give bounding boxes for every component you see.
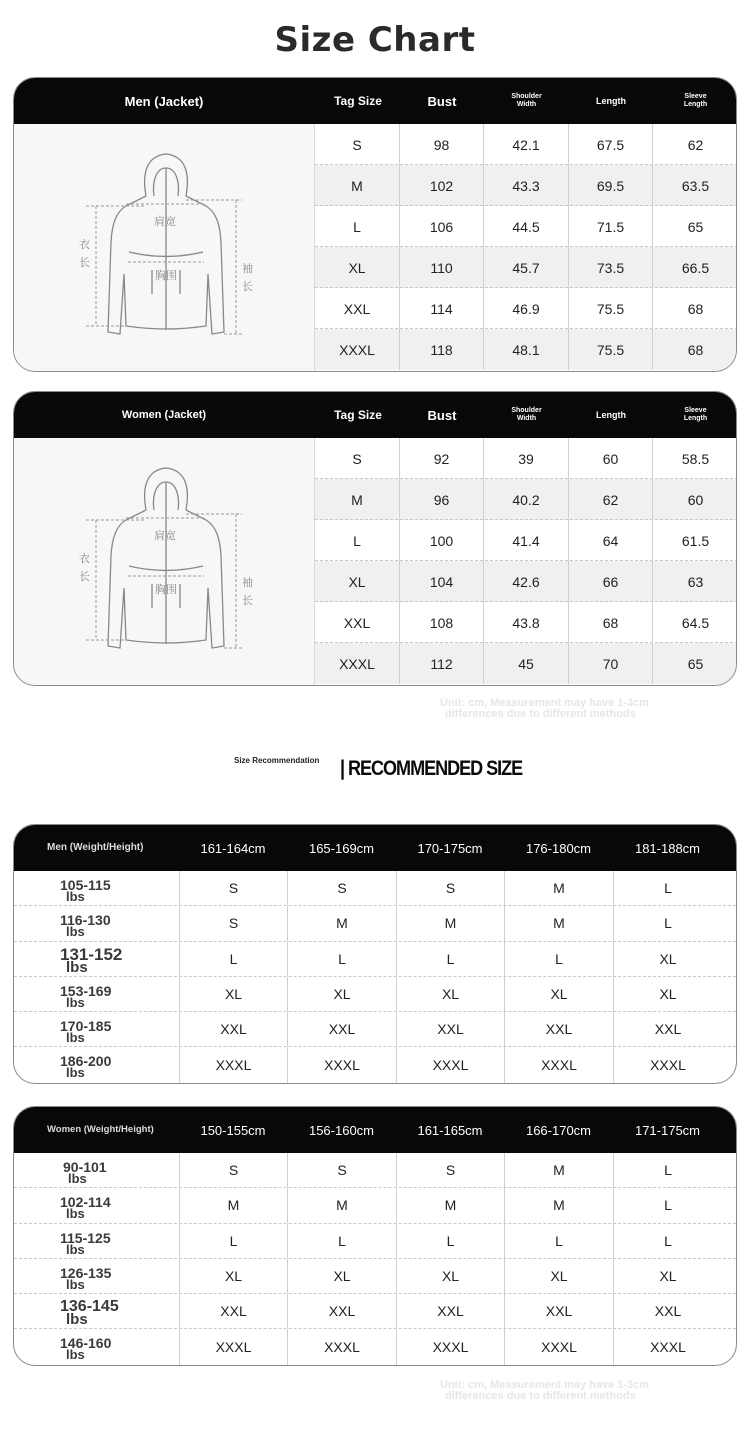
cell-bust: 102 [400,165,484,206]
weight-unit: lbs [66,1311,88,1329]
table-row [14,906,736,941]
height-header: 171-175cm [634,1122,701,1138]
diagram-sleeve-label-2: 长 [242,594,253,607]
cell-shoulder: 40.2 [484,479,569,520]
table-row [315,520,737,561]
table-title: Women (Weight/Height) [47,1124,154,1135]
size-cell: S [179,1153,287,1187]
cell-length: 69.5 [569,165,653,206]
size-cell: XXXL [287,1329,396,1364]
weight-unit: lbs [66,958,88,976]
table-title: Men (Weight/Height) [47,842,144,853]
weight-range: 153-169 [60,982,112,999]
size-cell: XXL [179,1012,287,1046]
cell-sleeve: 61.5 [681,532,710,549]
size-cell: XXL [613,1012,737,1046]
cell-tag-size: M [315,479,400,520]
weight-label [14,1188,179,1222]
table-header [14,825,736,871]
cell-tag-size: S [315,124,400,165]
cell-bust: 112 [400,643,484,684]
weight-unit: lbs [66,889,85,904]
cell-shoulder: 42.6 [484,561,569,602]
cell-tag-size: M [315,165,400,206]
header-shoulder-width [484,78,569,124]
measurement-note-bottom [440,1380,740,1402]
cell-length: 62 [569,479,653,520]
size-cell: M [504,906,613,940]
table-row [315,288,737,329]
note-line-1: Unit: cm, Measurement may have 1-3cm [440,1379,650,1391]
table-row [14,1224,736,1259]
size-cell: L [287,1224,396,1258]
cell-bust: 110 [400,247,484,288]
weight-label [14,1012,179,1046]
cell-length: 66 [569,561,653,602]
cell-tag-size: S [315,438,400,479]
size-cell: XL [287,977,396,1011]
jacket-outline-icon [14,438,315,686]
men-jacket-rows [315,124,737,370]
weight-unit: lbs [66,1241,85,1257]
page-title: Size Chart [274,20,476,60]
size-cell: L [613,1224,737,1258]
weight-unit: lbs [66,994,85,1010]
table-title: Women (Jacket) [121,409,207,421]
diagram-length-label-2: 长 [79,570,90,583]
cell-bust: 104 [400,561,484,602]
header-sleeve-length [653,78,737,124]
size-cell: L [179,1224,287,1258]
cell-sleeve: 62 [687,136,704,153]
header-sleeve-line1: Sleeve [684,407,707,414]
size-cell: M [504,1188,613,1222]
cell-sleeve: 68 [687,300,704,317]
table-row [315,124,737,165]
size-cell: XXL [504,1012,613,1046]
weight-label [14,1153,179,1187]
table-row [315,643,737,684]
diagram-shoulder-label: 肩宽 [154,215,176,228]
header-shoulder-line2: Width [516,415,537,422]
table-header [14,78,736,124]
size-cell: XXXL [179,1047,287,1082]
size-cell: L [287,942,396,976]
cell-shoulder: 43.3 [484,165,569,206]
header-length: Length [596,96,626,106]
header-tag-size: Tag Size [334,94,382,108]
recommended-size-heading: | RECOMMENDED SIZE [340,757,523,780]
note-line-2: differences due to different methods [445,1390,636,1402]
table-row [14,871,736,906]
cell-shoulder: 46.9 [484,288,569,329]
size-cell: S [179,906,287,940]
weight-label [14,1224,179,1258]
measurement-note [440,698,740,720]
cell-shoulder: 43.8 [484,602,569,643]
cell-tag-size: XXXL [315,643,400,684]
size-cell: M [287,1188,396,1222]
men-reco-rows [14,871,736,1083]
cell-tag-size: XXXL [315,329,400,370]
height-header: 166-170cm [525,1122,592,1138]
cell-sleeve: 60 [687,491,704,508]
weight-label [14,871,179,905]
cell-bust: 98 [400,124,484,165]
note-line-2: differences due to different methods [445,708,636,720]
diagram-shoulder-label: 肩宽 [154,529,176,542]
cell-bust: 114 [400,288,484,329]
height-header: 150-155cm [200,1122,266,1138]
jacket-diagram [14,124,315,372]
weight-label [14,942,179,976]
weight-label [14,1259,179,1293]
size-cell: XL [613,942,737,976]
table-title: Men (Jacket) [124,93,204,109]
cell-bust: 106 [400,206,484,247]
weight-label [14,977,179,1011]
weight-label [14,906,179,940]
weight-unit: lbs [66,1276,85,1292]
weight-range: 186-200 [60,1053,112,1070]
size-cell: L [613,871,737,905]
weight-label [14,1329,179,1364]
jacket-diagram [14,438,315,686]
weight-range: 105-115 [60,877,111,893]
cell-tag-size: XL [315,561,400,602]
cell-sleeve: 63 [687,573,704,590]
cell-length: 60 [569,438,653,479]
header-sleeve-line1: Sleeve [684,93,707,100]
size-cell: L [613,906,737,940]
cell-tag-size: L [315,206,400,247]
table-row [315,602,737,643]
size-cell: S [287,871,396,905]
size-cell: M [396,906,504,940]
size-cell: L [179,942,287,976]
size-cell: XXXL [613,1329,737,1364]
cell-length: 75.5 [569,329,653,370]
women-jacket-table [13,391,737,686]
cell-tag-size: XL [315,247,400,288]
cell-length: 64 [569,520,653,561]
size-cell: XL [504,977,613,1011]
size-cell: XL [504,1259,613,1293]
table-row [14,1294,736,1329]
diagram-sleeve-label-1: 袖 [242,262,253,275]
height-header: 161-164cm [200,840,266,856]
weight-unit: lbs [66,1065,85,1081]
cell-bust: 108 [400,602,484,643]
table-row [315,165,737,206]
cell-sleeve: 58.5 [681,450,710,467]
size-cell: M [504,871,613,905]
header-sleeve-length [653,392,737,438]
cell-tag-size: XXL [315,288,400,329]
weight-unit: lbs [68,1171,87,1186]
size-cell: XXL [396,1294,504,1328]
women-jacket-rows [315,438,737,684]
size-cell: L [613,1153,737,1187]
weight-range: 131-152 [60,944,123,964]
cell-sleeve: 65 [687,218,704,235]
size-cell: XXL [287,1012,396,1046]
size-cell: XXXL [287,1047,396,1082]
size-cell: S [179,871,287,905]
size-cell: M [287,906,396,940]
table-row [315,329,737,370]
size-cell: XXL [287,1294,396,1328]
table-row [14,1047,736,1082]
size-cell: XXXL [396,1047,504,1082]
note-line-1: Unit: cm, Measurement may have 1-3cm [440,697,650,709]
cell-shoulder: 42.1 [484,124,569,165]
table-row [315,206,737,247]
cell-bust: 118 [400,329,484,370]
cell-sleeve: 63.5 [681,177,710,194]
size-cell: XXXL [396,1329,504,1364]
women-reco-rows [14,1153,736,1365]
cell-tag-size: L [315,520,400,561]
size-cell: XXL [179,1294,287,1328]
weight-label [14,1294,179,1328]
size-cell: L [613,1188,737,1222]
diagram-sleeve-label-2: 长 [242,280,253,293]
table-row [14,1329,736,1364]
size-cell: XL [179,977,287,1011]
size-cell: S [287,1153,396,1187]
table-row [315,438,737,479]
cell-sleeve: 68 [687,341,704,358]
size-cell: M [504,1153,613,1187]
jacket-outline-icon [14,124,315,372]
height-header: 181-188cm [634,840,701,856]
weight-range: 126-135 [60,1264,112,1281]
cell-bust: 96 [400,479,484,520]
men-jacket-table [13,77,737,372]
weight-unit: lbs [66,924,85,940]
size-cell: XL [613,1259,737,1293]
cell-shoulder: 44.5 [484,206,569,247]
height-header: 165-169cm [308,840,375,856]
cell-bust: 92 [400,438,484,479]
table-row [14,1188,736,1223]
table-row [14,1153,736,1188]
weight-unit: lbs [66,1206,85,1222]
cell-tag-size: XXL [315,602,400,643]
table-row [315,561,737,602]
header-shoulder-line1: Shoulder [511,93,542,100]
weight-range: 170-185 [60,1018,112,1035]
table-row [14,1012,736,1047]
size-recommendation-label: Size Recommendation [234,756,320,765]
size-cell: XL [396,977,504,1011]
cell-sleeve: 65 [687,655,704,672]
size-cell: M [179,1188,287,1222]
weight-range: 102-114 [60,1194,111,1211]
size-cell: XXXL [613,1047,737,1082]
weight-range: 136-145 [60,1298,119,1316]
weight-unit: lbs [66,1030,85,1046]
height-header: 161-165cm [417,1122,483,1138]
header-tag-size: Tag Size [334,408,382,422]
cell-length: 67.5 [569,124,653,165]
header-sleeve-line2: Length [683,101,708,108]
size-cell: XL [613,977,737,1011]
size-cell: XXL [613,1294,737,1328]
cell-length: 70 [569,643,653,684]
header-length: Length [596,410,626,420]
diagram-chest-label: 胸围 [155,583,177,596]
cell-length: 68 [569,602,653,643]
cell-bust: 100 [400,520,484,561]
table-header [14,1107,736,1153]
weight-label [14,1047,179,1082]
cell-shoulder: 41.4 [484,520,569,561]
cell-sleeve: 66.5 [681,259,710,276]
table-header [14,392,736,438]
size-cell: XXXL [504,1047,613,1082]
size-cell: XL [396,1259,504,1293]
cell-length: 71.5 [569,206,653,247]
size-cell: L [396,1224,504,1258]
cell-shoulder: 48.1 [484,329,569,370]
weight-range: 90-101 [63,1159,107,1175]
diagram-chest-label: 胸围 [155,269,177,282]
cell-shoulder: 39 [484,438,569,479]
height-header: 156-160cm [308,1122,375,1138]
weight-range: 116-130 [60,912,111,929]
header-bust: Bust [427,407,457,423]
diagram-length-label-1: 衣 [79,552,90,565]
height-header: 176-180cm [525,840,592,856]
size-cell: S [396,1153,504,1187]
weight-range: 115-125 [60,1229,111,1246]
size-cell: XL [179,1259,287,1293]
size-cell: XL [287,1259,396,1293]
header-shoulder-width [484,392,569,438]
header-sleeve-line2: Length [683,415,708,422]
diagram-length-label-1: 衣 [79,238,90,251]
size-cell: L [504,942,613,976]
header-shoulder-line2: Width [516,101,537,108]
size-cell: XXL [504,1294,613,1328]
table-row [315,479,737,520]
weight-range: 146-160 [60,1335,112,1352]
table-row [14,1259,736,1294]
cell-length: 75.5 [569,288,653,329]
size-cell: XXXL [504,1329,613,1364]
height-header: 170-175cm [417,840,483,856]
cell-shoulder: 45.7 [484,247,569,288]
header-shoulder-line1: Shoulder [511,407,542,414]
diagram-length-label-2: 长 [79,256,90,269]
header-bust: Bust [427,93,457,109]
women-recommendation-table [13,1106,737,1366]
size-cell: M [396,1188,504,1222]
weight-unit: lbs [66,1347,85,1363]
size-cell: XXL [396,1012,504,1046]
diagram-sleeve-label-1: 袖 [242,576,253,589]
table-row [14,977,736,1012]
cell-sleeve: 64.5 [681,614,710,631]
size-cell: S [396,871,504,905]
table-row [14,942,736,977]
table-row [315,247,737,288]
size-cell: L [504,1224,613,1258]
size-cell: L [396,942,504,976]
cell-length: 73.5 [569,247,653,288]
size-cell: XXXL [179,1329,287,1364]
men-recommendation-table [13,824,737,1084]
cell-shoulder: 45 [484,643,569,684]
